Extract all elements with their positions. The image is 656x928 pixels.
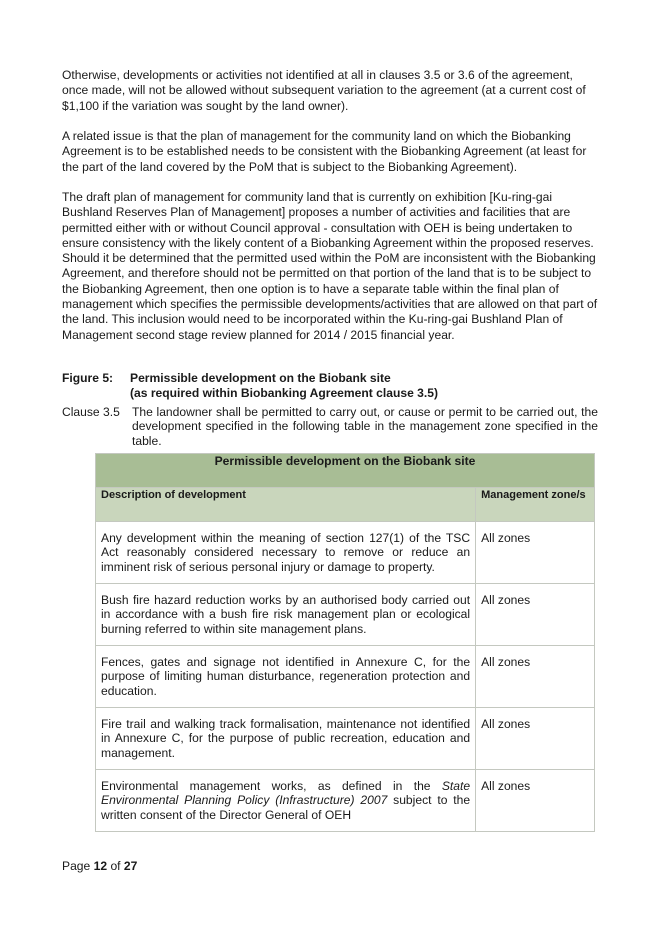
table-header-row bbox=[96, 488, 595, 522]
cell-description bbox=[96, 770, 476, 832]
paragraph-draft-plan: The draft plan of management for community land that is currently on exhibition [Ku-ring-gai Bushland Reserves Plan of Management] proposes a number of activities and facilities that are permitted either with or without Council approval - consultation with OEH is being undertaken to ensure consistency with the likely content of a Biobanking Agreement within the proposed reserves. Should it be determined that the permitted used within the PoM are inconsistent with the Biobanking Agreement, and therefore should not be permitted on that portion of the land that is to be subject to the Biobanking Agreement, then one option is to have a separate table within the final plan of management which specifies the permissible developments/activities that are allowed on that part of the land. This inclusion would need to be incorporated within the Ku-ring-gai Bushland Plan of Management second stage review planned for 2014 / 2015 financial year. bbox=[62, 190, 598, 342]
of-label: of bbox=[110, 859, 121, 873]
column-header-zone: Management zone/s bbox=[476, 488, 595, 522]
page-prefix: Page bbox=[62, 859, 91, 873]
clause-text-block bbox=[62, 405, 598, 448]
total-pages: 27 bbox=[123, 859, 138, 873]
table-title: Permissible development on the Biobank site bbox=[96, 454, 595, 488]
cell-description: Any development within the meaning of section 127(1) of the TSC Act reasonably considered necessary to remove or reduce an imminent risk of serious personal injury or damage to property. bbox=[96, 522, 476, 584]
table-row bbox=[96, 522, 595, 584]
table-title-row bbox=[96, 454, 595, 488]
cell-description: Fences, gates and signage not identified in Annexure C, for the purpose of limiting human disturbance, regeneration protection and education. bbox=[96, 646, 476, 708]
cell-zone: All zones bbox=[476, 584, 595, 646]
current-page: 12 bbox=[93, 859, 108, 873]
figure-label: Figure 5: bbox=[62, 371, 114, 385]
figure-title: Permissible development on the Biobank site bbox=[130, 371, 391, 385]
paragraph-related-issue: A related issue is that the plan of management for the community land on which the Biobanking Agreement is to be established needs to be consistent with the Biobanking Agreement (at least for the part of the land covered by the PoM that is subject to the Biobanking Agreement). bbox=[62, 129, 587, 174]
permissible-development-table bbox=[95, 453, 595, 832]
page-number-footer bbox=[62, 859, 137, 873]
column-header-description: Description of development bbox=[96, 488, 476, 522]
table-row bbox=[96, 584, 595, 646]
clause-label: Clause 3.5 bbox=[62, 405, 120, 419]
policy-reference: State Environmental Planning Policy (Infrastructure) 2007 bbox=[101, 779, 471, 808]
description-text: Environmental management works, as defined in the bbox=[101, 779, 442, 793]
figure-subtitle: (as required within Biobanking Agreement clause 3.5) bbox=[130, 386, 439, 401]
cell-description: Fire trail and walking track formalisation, maintenance not identified in Annexure C, for the purpose of public recreation, education and management. bbox=[96, 708, 476, 770]
description-text: subject to the written consent of the Director General of OEH bbox=[101, 793, 471, 822]
cell-zone: All zones bbox=[476, 770, 595, 832]
cell-zone: All zones bbox=[476, 708, 595, 770]
cell-zone: All zones bbox=[476, 522, 595, 584]
table-row bbox=[96, 770, 595, 832]
table-row bbox=[96, 708, 595, 770]
table-row bbox=[96, 646, 595, 708]
figure-caption bbox=[62, 371, 438, 402]
cell-zone: All zones bbox=[476, 646, 595, 708]
clause-body: The landowner shall be permitted to carry out, or cause or permit to be carried out, the development specified in the following table in the management zone specified in the table. bbox=[132, 405, 598, 448]
cell-description: Bush fire hazard reduction works by an authorised body carried out in accordance with a bush fire risk management plan or ecological burning referred to within site management plans. bbox=[96, 584, 476, 646]
paragraph-variation-cost: Otherwise, developments or activities not identified at all in clauses 3.5 or 3.6 of the agreement, once made, will not be allowed without subsequent variation to the agreement (at a current cost of $1,100 if the variation was sought by the land owner). bbox=[62, 68, 586, 113]
